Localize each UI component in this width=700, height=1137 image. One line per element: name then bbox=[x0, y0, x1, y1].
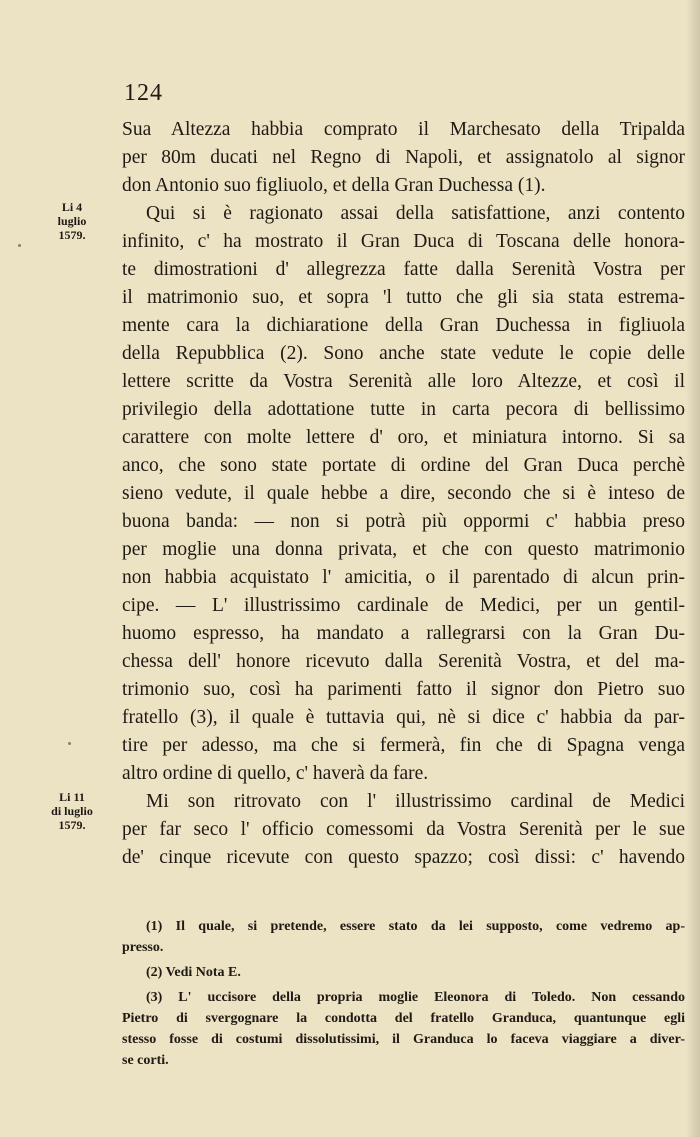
text-line: tire per adesso, ma che si fermerà, fin che di Spagna venga bbox=[122, 735, 685, 756]
text-line: Sua Altezza habbia comprato il Marchesato della Tripalda bbox=[122, 119, 685, 140]
text-line: sieno vedute, il quale hebbe a dire, secondo che si è inteso de bbox=[122, 483, 685, 504]
text-line: Qui si è ragionato assai della satisfattione, anzi contento bbox=[146, 203, 685, 224]
footnote-line: presso. bbox=[122, 940, 164, 955]
text-line: non habbia acquistato l' amicitia, o il parentado di alcun prin- bbox=[122, 567, 685, 588]
margin-note-line: luglio bbox=[57, 214, 87, 228]
text-line: privilegio della adottatione tutte in carta pecora di bellissimo bbox=[122, 399, 685, 420]
text-line: chessa dell' honore ricevuto dalla Serenità Vostra, et del ma- bbox=[122, 651, 685, 672]
text-line: per far seco l' officio comessomi da Vostra Serenità per le sue bbox=[122, 819, 685, 840]
text-line: don Antonio suo figliuolo, et della Gran Duchessa (1). bbox=[122, 175, 546, 196]
text-line: per moglie una donna privata, et che con questo matrimonio bbox=[122, 539, 685, 560]
paper-speck bbox=[68, 742, 71, 745]
page-edge-shadow bbox=[686, 0, 700, 1137]
text-line: mente cara la dichiaratione della Gran Duchessa in figliuola bbox=[122, 315, 685, 336]
text-line: lettere scritte da Vostra Serenità alle loro Altezze, et così il bbox=[122, 371, 685, 392]
margin-note-line: Li 4 bbox=[61, 200, 83, 214]
text-line: Mi son ritrovato con l' illustrissimo cardinal de Medici bbox=[146, 791, 685, 812]
footnote-line: (1) Il quale, si pretende, essere stato da lei supposto, come vedremo ap- bbox=[146, 919, 685, 934]
margin-note-line: 1579. bbox=[58, 818, 86, 832]
margin-note-line: di luglio bbox=[51, 804, 93, 818]
footnote-line: Pietro di svergognare la condotta del fratello Granduca, quantunque egli bbox=[122, 1011, 685, 1026]
text-line: cipe. — L' illustrissimo cardinale de Medici, per un gentil- bbox=[122, 595, 685, 616]
margin-note-line: Li 11 bbox=[59, 790, 85, 804]
text-line: huomo espresso, ha mandato a rallegrarsi con la Gran Du- bbox=[122, 623, 685, 644]
text-line: carattere con molte lettere d' oro, et miniatura intorno. Si sa bbox=[122, 427, 685, 448]
footnote-line: (3) L' uccisore della propria moglie Eleonora di Toledo. Non cessando bbox=[146, 990, 685, 1005]
text-line: te dimostrationi d' allegrezza fatte dalla Serenità Vostra per bbox=[122, 259, 685, 280]
text-line: il matrimonio suo, et sopra 'l tutto che gli sia stata estrema- bbox=[122, 287, 685, 308]
text-line: buona banda: — non si potrà più oppormi c' habbia preso bbox=[122, 511, 685, 532]
text-line: anco, che sono state portate di ordine del Gran Duca perchè bbox=[122, 455, 685, 476]
text-line: altro ordine di quello, c' haverà da fare. bbox=[122, 763, 429, 784]
footnote-line: se corti. bbox=[122, 1053, 169, 1068]
footnote-line: (2) Vedi Nota E. bbox=[146, 965, 241, 980]
margin-note-date bbox=[42, 200, 102, 242]
margin-note-line: 1579. bbox=[58, 228, 86, 242]
text-line: per 80m ducati nel Regno di Napoli, et assignatolo al signor bbox=[122, 147, 685, 168]
text-line: della Repubblica (2). Sono anche state vedute le copie delle bbox=[122, 343, 685, 364]
footnote-line: stesso fosse di costumi dissolutissimi, il Granduca lo faceva viaggiare a diver- bbox=[122, 1032, 685, 1047]
text-line: fratello (3), il quale è tuttavia qui, nè si dice c' habbia da par- bbox=[122, 707, 685, 728]
text-line: de' cinque ricevute con questo spazzo; così dissi: c' havendo bbox=[122, 847, 685, 868]
margin-note-date bbox=[42, 790, 102, 832]
page-number: 124 bbox=[124, 80, 163, 106]
text-line: trimonio suo, così ha parimenti fatto il signor don Pietro suo bbox=[122, 679, 685, 700]
paper-speck bbox=[18, 244, 21, 247]
text-line: infinito, c' ha mostrato il Gran Duca di Toscana delle honora- bbox=[122, 231, 685, 252]
